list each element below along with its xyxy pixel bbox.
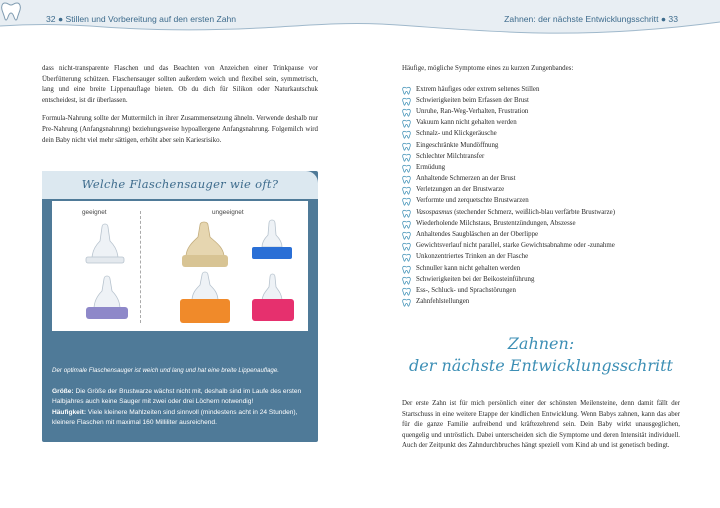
right-body-paragraph: Der erste Zahn ist für mich persönlich einer der schönsten Meilensteine, denn damit fällt der Startschuss in eine weitere Etappe der kindlichen Entwicklung. Wenn Babys zahnen, kann das aber für die ganze Familie aufreibend und kräftezehrend sein. Dein Baby wirkt unausgeglichen, quengelig und untröstlich. Dabei unterscheiden sich die Symptome und deren Intensität individuell. Auch der Zeitpunkt des Zahndurchbruches hängt speziell vom Kind ab und ist genetisch bedingt.	[402, 400, 680, 450]
photo-caption: Der optimale Flaschensauger ist weich und lang und hat eine breite Lippenauflage.	[52, 367, 280, 374]
symptom-text: Unruhe, Ran-Weg-Verhalten, Frustration	[416, 107, 529, 115]
tooth-bullet-icon	[402, 287, 411, 296]
symptom-item	[402, 297, 680, 308]
tooth-bullet-icon	[402, 108, 411, 117]
symptom-item	[402, 185, 680, 196]
section-heading-line-2: der nächste Entwicklungsschritt	[409, 356, 673, 375]
symptom-text: Zahnfehlstellungen	[416, 298, 470, 306]
symptom-item	[402, 85, 680, 96]
bottle-teats-illustration	[52, 201, 308, 331]
symptoms-intro: Häufige, mögliche Symptome eines zu kurzen Zungenbandes:	[402, 65, 574, 72]
size-label: Größe:	[52, 388, 74, 395]
symptom-item	[402, 196, 680, 207]
size-text: Die Größe der Brustwarze wächst nicht mit, deshalb sind im Laufe des ersten Halbjahres auch keine Sauger mit zwei oder drei Löchern notwendig!	[52, 388, 302, 406]
symptom-text: Unkonzentriertes Trinken an der Flasche	[416, 253, 529, 261]
symptom-item	[402, 252, 680, 263]
info-box	[42, 171, 318, 442]
tooth-bullet-icon	[402, 175, 411, 184]
header-left-text: 32 ● Stillen und Vorbereitung auf den ersten Zahn	[46, 14, 237, 24]
right-column	[402, 64, 680, 308]
left-paragraph-2: Formula-Nahrung sollte der Muttermilch in ihrer Zusammensetzung ähneln. Verwende deshalb nur Pre-Nahrung (Anfangsnahrung) beziehungsweise hypoallergene Anfangsnahrung. Folgemilch wird dein Baby nicht viel mehr sättigen, erhöht aber sein Kariesrisiko.	[42, 115, 318, 144]
tooth-bullet-icon	[402, 86, 411, 95]
teat-orange-base	[180, 272, 230, 323]
left-column	[42, 64, 318, 154]
tooth-bullet-icon	[402, 97, 411, 106]
frequency-label: Häufigkeit:	[52, 408, 87, 416]
section-heading	[402, 333, 680, 377]
tooth-bullet-icon	[402, 119, 411, 128]
symptom-item	[402, 264, 680, 275]
page-header	[0, 0, 720, 36]
symptom-text: Schwierigkeiten beim Erfassen der Brust	[416, 96, 529, 104]
tooth-bullet-icon	[402, 220, 411, 229]
teat-clear-top	[86, 224, 124, 263]
symptom-item	[402, 241, 680, 252]
tooth-bullet-icon	[402, 253, 411, 262]
symptom-text: Schwierigkeiten bei der Beikosteinführung	[416, 275, 535, 283]
symptom-item	[402, 174, 680, 185]
teat-pink-base	[252, 274, 294, 321]
symptom-text: Anhaltendes Saugbläschen an der Oberlippe	[416, 231, 539, 239]
symptom-text: Verformte und zerquetschte Brustwarzen	[416, 197, 529, 205]
symptom-text: Anhaltende Schmerzen an der Brust	[416, 175, 516, 183]
tooth-icon	[0, 0, 22, 22]
label-suitable: geeignet	[82, 209, 107, 216]
teat-beige	[182, 222, 228, 267]
symptom-text: Ess-, Schluck- und Sprachstörungen	[416, 286, 516, 294]
frequency-text: Viele kleinere Mahlzeiten sind sinnvoll (mindestens acht in 24 Stunden), kleinere Flaschen mit maximal 160 Milliliter ausreichend.	[52, 408, 298, 427]
symptom-text: Schnuller kann nicht gehalten werden	[416, 264, 521, 272]
symptom-text: Gewichtsverlauf nicht parallel, starke Gewichtsabnahme oder -zunahme	[416, 242, 615, 250]
tooth-bullet-icon	[402, 197, 411, 206]
symptom-item	[402, 275, 680, 286]
symptom-item	[402, 208, 680, 219]
symptom-text: Extrem häufiges oder extrem seltenes Stillen	[416, 85, 540, 93]
symptom-item	[402, 96, 680, 107]
teat-blue-base	[252, 220, 292, 259]
symptom-item	[402, 230, 680, 241]
tooth-bullet-icon	[402, 209, 411, 218]
symptom-item	[402, 163, 680, 174]
tooth-bullet-icon	[402, 186, 411, 195]
symptom-text: Schlechter Milchtransfer	[416, 152, 485, 160]
symptom-item	[402, 107, 680, 118]
bottle-teats-photo	[52, 201, 308, 331]
teat-purple-base	[86, 276, 128, 319]
label-unsuitable: ungeeignet	[212, 209, 244, 216]
symptom-item	[402, 129, 680, 140]
tooth-bullet-icon	[402, 130, 411, 139]
symptom-item	[402, 219, 680, 230]
symptom-text: Vakuum kann nicht gehalten werden	[416, 119, 517, 127]
symptom-item	[402, 286, 680, 297]
symptom-list	[402, 85, 680, 309]
tooth-bullet-icon	[402, 265, 411, 274]
section-heading-line-1: Zahnen:	[507, 334, 575, 353]
tooth-bullet-icon	[402, 231, 411, 240]
tooth-bullet-icon	[402, 298, 411, 307]
symptom-text: Schnalz- und Klickgeräusche	[416, 130, 497, 138]
symptom-text: Wiederholende Milchstaus, Brustentzündungen, Abszesse	[416, 219, 576, 227]
tooth-bullet-icon	[402, 242, 411, 251]
symptom-item	[402, 118, 680, 129]
info-box-title: Welche Flaschensauger wie oft?	[81, 177, 279, 191]
symptom-item	[402, 141, 680, 152]
header-right-text: Zahnen: der nächste Entwicklungsschritt ● 33	[504, 14, 678, 24]
tooth-bullet-icon	[402, 276, 411, 285]
vasospasmus-description: (stechender Schmerz, weißlich-blau verfärbte Brustwarze)	[452, 208, 615, 216]
symptom-item	[402, 152, 680, 163]
tooth-bullet-icon	[402, 164, 411, 173]
vasospasmus-term: Vasospasmus	[416, 208, 453, 216]
left-paragraph-1: dass nicht-transparente Flaschen und das Beachten von Anzeichen einer Trinkpause vor Überfütterung schützen. Flaschensauger sollten außerdem weich und flexibel sein, symmetrisch, lang und eine breite Lippenauflage bieten. Ob du dich für Silikon oder Naturkautschuk entscheidest, ist dir überlassen.	[42, 65, 318, 104]
symptom-text: Ermüdung	[416, 163, 446, 171]
info-box-text	[52, 387, 312, 429]
tooth-bullet-icon	[402, 142, 411, 151]
symptom-text: Eingeschränkte Mundöffnung	[416, 141, 499, 149]
symptom-text: Verletzungen an der Brustwarze	[416, 186, 505, 194]
tooth-bullet-icon	[402, 153, 411, 162]
